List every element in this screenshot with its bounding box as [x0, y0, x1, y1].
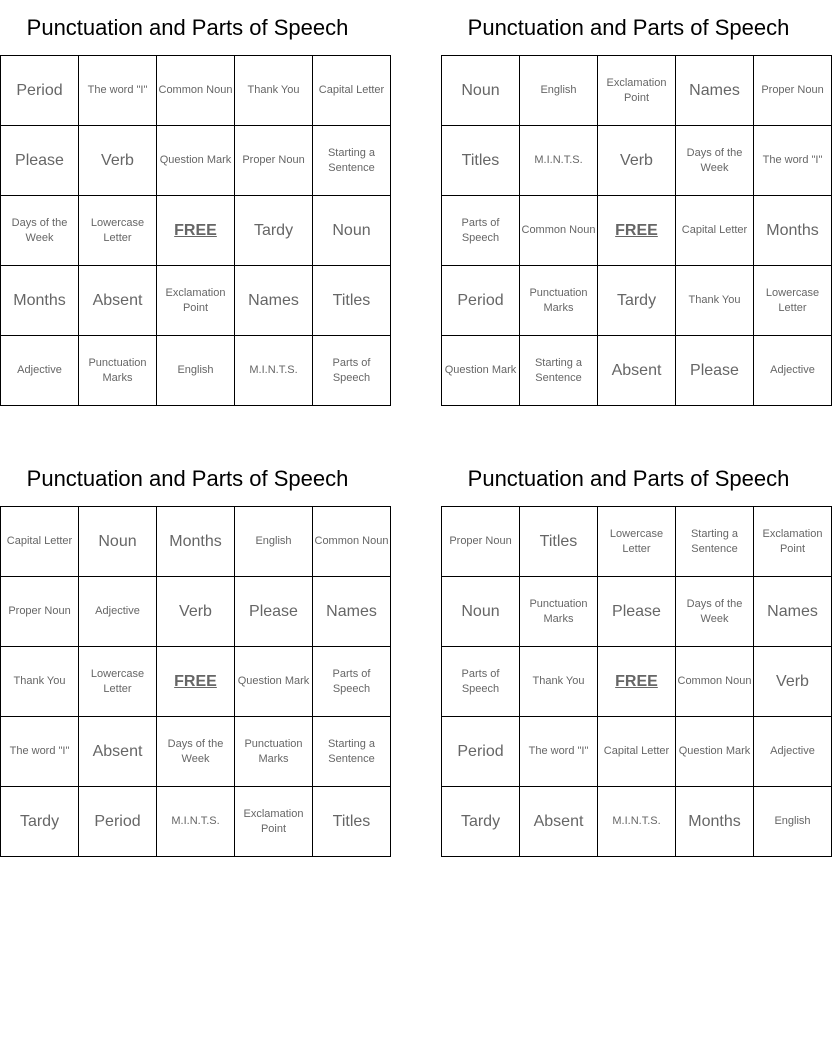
free-space: FREE: [157, 647, 235, 717]
bingo-cell: Tardy: [1, 787, 79, 857]
bingo-cell: Starting a Sentence: [313, 126, 391, 196]
bingo-cell: Question Mark: [676, 717, 754, 787]
bingo-cell: Titles: [520, 507, 598, 577]
bingo-cell: The word "I": [1, 717, 79, 787]
bingo-cell: Common Noun: [157, 56, 235, 126]
bingo-cell: Verb: [754, 647, 832, 717]
bingo-cell: Capital Letter: [598, 717, 676, 787]
bingo-grid: [0, 55, 391, 406]
bingo-cell: Capital Letter: [676, 196, 754, 266]
grid-row: [442, 577, 832, 647]
bingo-cell: The word "I": [520, 717, 598, 787]
bingo-cell: M.I.N.T.S.: [157, 787, 235, 857]
bingo-cell: Period: [79, 787, 157, 857]
bingo-cell: Months: [157, 507, 235, 577]
bingo-cell: Please: [676, 336, 754, 406]
free-space: FREE: [157, 196, 235, 266]
bingo-cell: Capital Letter: [313, 56, 391, 126]
bingo-grid: [441, 506, 832, 857]
card-title: Punctuation and Parts of Speech: [26, 15, 349, 40]
bingo-cell: Days of the Week: [676, 577, 754, 647]
bingo-cell: Parts of Speech: [442, 196, 520, 266]
bingo-card-2: [441, 0, 824, 406]
grid-row: [442, 336, 832, 406]
bingo-cell: Exclamation Point: [235, 787, 313, 857]
bingo-cell: Months: [754, 196, 832, 266]
card-title: Punctuation and Parts of Speech: [467, 15, 790, 40]
grid-row: [1, 577, 391, 647]
bingo-cell: Days of the Week: [1, 196, 79, 266]
bingo-cell: Absent: [79, 717, 157, 787]
grid-row: [1, 647, 391, 717]
bingo-cell: Thank You: [235, 56, 313, 126]
bingo-card-1: [0, 0, 385, 406]
grid-row: [442, 507, 832, 577]
card-title: Punctuation and Parts of Speech: [467, 466, 790, 491]
bingo-cell: English: [157, 336, 235, 406]
bingo-cell: English: [754, 787, 832, 857]
bingo-cell: Adjective: [79, 577, 157, 647]
bingo-cell: Punctuation Marks: [520, 577, 598, 647]
bingo-cell: Parts of Speech: [313, 336, 391, 406]
bingo-grid: [0, 506, 391, 857]
bingo-cell: Please: [1, 126, 79, 196]
bingo-cell: Titles: [313, 787, 391, 857]
bingo-cell: Question Mark: [235, 647, 313, 717]
bingo-cell: Exclamation Point: [157, 266, 235, 336]
bingo-cell: Titles: [442, 126, 520, 196]
bingo-cell: Thank You: [676, 266, 754, 336]
grid-row: [1, 336, 391, 406]
bingo-cell: Names: [754, 577, 832, 647]
bingo-cell: Common Noun: [676, 647, 754, 717]
bingo-cell: Proper Noun: [1, 577, 79, 647]
bingo-cell: Parts of Speech: [442, 647, 520, 717]
bingo-cell: Verb: [157, 577, 235, 647]
bingo-cell: Names: [676, 56, 754, 126]
grid-row: [442, 196, 832, 266]
bingo-cell: Noun: [442, 56, 520, 126]
bingo-cell: Days of the Week: [157, 717, 235, 787]
bingo-cell: Names: [313, 577, 391, 647]
bingo-cell: Capital Letter: [1, 507, 79, 577]
grid-row: [1, 717, 391, 787]
grid-row: [1, 266, 391, 336]
bingo-cell: Question Mark: [442, 336, 520, 406]
grid-row: [1, 196, 391, 266]
bingo-cell: Exclamation Point: [754, 507, 832, 577]
bingo-cell: Titles: [313, 266, 391, 336]
bingo-cell: Tardy: [598, 266, 676, 336]
bingo-cell: Starting a Sentence: [313, 717, 391, 787]
bingo-cell: Starting a Sentence: [520, 336, 598, 406]
bingo-cell: Period: [442, 717, 520, 787]
bingo-cell: Adjective: [1, 336, 79, 406]
bingo-cell: Punctuation Marks: [520, 266, 598, 336]
bingo-cell: Lowercase Letter: [79, 196, 157, 266]
bingo-cell: The word "I": [79, 56, 157, 126]
bingo-cell: Punctuation Marks: [235, 717, 313, 787]
bingo-cell: Tardy: [235, 196, 313, 266]
bingo-card-3: [0, 451, 389, 857]
bingo-cell: Please: [598, 577, 676, 647]
bingo-cell: Lowercase Letter: [79, 647, 157, 717]
bingo-cell: Months: [1, 266, 79, 336]
bingo-cell: M.I.N.T.S.: [598, 787, 676, 857]
bingo-cell: English: [235, 507, 313, 577]
bingo-cell: Proper Noun: [442, 507, 520, 577]
bingo-cell: Please: [235, 577, 313, 647]
bingo-cell: Common Noun: [313, 507, 391, 577]
bingo-cell: Months: [676, 787, 754, 857]
free-space: FREE: [598, 196, 676, 266]
bingo-cell: Proper Noun: [754, 56, 832, 126]
bingo-cell: Names: [235, 266, 313, 336]
grid-row: [442, 647, 832, 717]
grid-row: [442, 56, 832, 126]
bingo-cell: Lowercase Letter: [598, 507, 676, 577]
bingo-cell: Absent: [79, 266, 157, 336]
bingo-cell: Thank You: [520, 647, 598, 717]
grid-row: [1, 56, 391, 126]
bingo-cell: Question Mark: [157, 126, 235, 196]
grid-row: [442, 787, 832, 857]
bingo-cell: The word "I": [754, 126, 832, 196]
bingo-cell: English: [520, 56, 598, 126]
bingo-cell: Starting a Sentence: [676, 507, 754, 577]
grid-row: [442, 717, 832, 787]
grid-row: [1, 507, 391, 577]
bingo-cell: Noun: [442, 577, 520, 647]
bingo-cell: Adjective: [754, 717, 832, 787]
grid-row: [442, 126, 832, 196]
bingo-cell: Absent: [598, 336, 676, 406]
bingo-cell: Tardy: [442, 787, 520, 857]
card-title: Punctuation and Parts of Speech: [26, 466, 349, 491]
bingo-cell: Proper Noun: [235, 126, 313, 196]
bingo-cell: Noun: [313, 196, 391, 266]
bingo-grid: [441, 55, 832, 406]
bingo-cell: Parts of Speech: [313, 647, 391, 717]
bingo-cell: Verb: [79, 126, 157, 196]
grid-row: [1, 126, 391, 196]
bingo-cell: Absent: [520, 787, 598, 857]
bingo-cell: Lowercase Letter: [754, 266, 832, 336]
bingo-cell: Period: [442, 266, 520, 336]
grid-row: [442, 266, 832, 336]
bingo-cell: M.I.N.T.S.: [235, 336, 313, 406]
bingo-cell: Period: [1, 56, 79, 126]
bingo-cell: Noun: [79, 507, 157, 577]
grid-row: [1, 787, 391, 857]
bingo-cell: M.I.N.T.S.: [520, 126, 598, 196]
bingo-cell: Punctuation Marks: [79, 336, 157, 406]
bingo-cell: Common Noun: [520, 196, 598, 266]
bingo-cell: Days of the Week: [676, 126, 754, 196]
bingo-cell: Verb: [598, 126, 676, 196]
bingo-cell: Exclamation Point: [598, 56, 676, 126]
bingo-cell: Thank You: [1, 647, 79, 717]
bingo-cell: Adjective: [754, 336, 832, 406]
free-space: FREE: [598, 647, 676, 717]
bingo-card-4: [441, 451, 823, 857]
